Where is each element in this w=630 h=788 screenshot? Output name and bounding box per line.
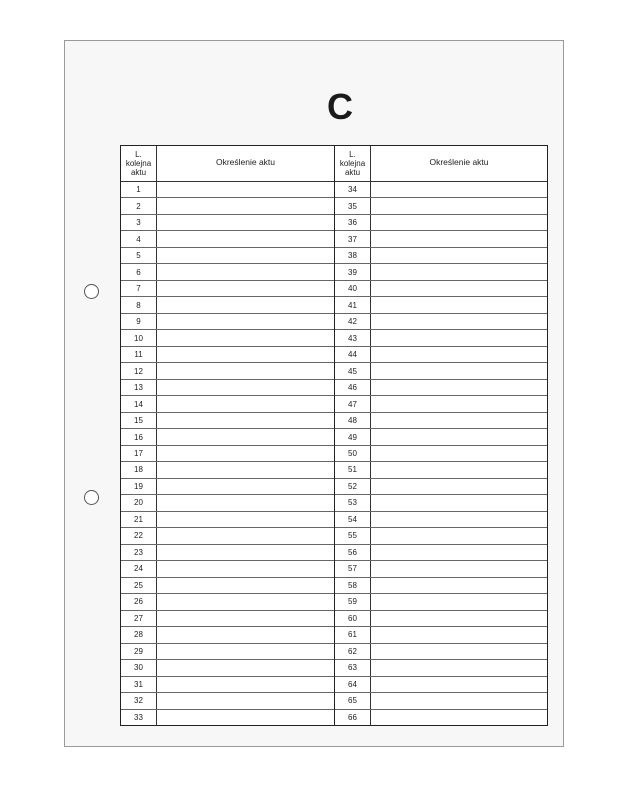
act-number: 34	[335, 182, 371, 197]
act-number: 62	[335, 644, 371, 659]
act-number: 22	[121, 528, 157, 543]
table-row	[335, 215, 547, 231]
act-number: 6	[121, 264, 157, 279]
table-rows-left	[121, 182, 334, 725]
table-row	[335, 545, 547, 561]
act-number: 45	[335, 363, 371, 378]
act-number: 28	[121, 627, 157, 642]
table-row	[121, 693, 334, 709]
act-number: 59	[335, 594, 371, 609]
act-number: 24	[121, 561, 157, 576]
act-description-field[interactable]	[371, 611, 547, 626]
act-number: 1	[121, 182, 157, 197]
act-description-field[interactable]	[157, 248, 334, 263]
act-description-field[interactable]	[371, 594, 547, 609]
act-number: 8	[121, 297, 157, 312]
act-description-field[interactable]	[371, 561, 547, 576]
act-number: 55	[335, 528, 371, 543]
table-row	[335, 314, 547, 330]
act-description-field[interactable]	[371, 413, 547, 428]
act-number: 65	[335, 693, 371, 708]
act-number: 50	[335, 446, 371, 461]
table-right-half	[335, 146, 547, 725]
act-description-field[interactable]	[371, 627, 547, 642]
table-row	[121, 380, 334, 396]
table-row	[121, 660, 334, 676]
act-description-field[interactable]	[157, 528, 334, 543]
act-number: 44	[335, 347, 371, 362]
act-description-field[interactable]	[371, 479, 547, 494]
act-number: 23	[121, 545, 157, 560]
act-description-field[interactable]	[157, 314, 334, 329]
act-description-field[interactable]	[157, 281, 334, 296]
number-header-line: L.	[135, 150, 142, 159]
table-row	[121, 611, 334, 627]
act-number: 2	[121, 198, 157, 213]
table-row	[121, 446, 334, 462]
table-header	[121, 146, 334, 182]
act-number: 60	[335, 611, 371, 626]
act-description-field[interactable]	[157, 363, 334, 378]
table-row	[121, 578, 334, 594]
act-number: 33	[121, 710, 157, 725]
act-number: 63	[335, 660, 371, 675]
act-description-field[interactable]	[157, 330, 334, 345]
act-number: 11	[121, 347, 157, 362]
act-description-field[interactable]	[157, 479, 334, 494]
table-row	[121, 347, 334, 363]
table-row	[335, 281, 547, 297]
act-number: 36	[335, 215, 371, 230]
act-number: 32	[121, 693, 157, 708]
act-description-field[interactable]	[157, 561, 334, 576]
act-number: 17	[121, 446, 157, 461]
table-row	[335, 677, 547, 693]
act-number: 27	[121, 611, 157, 626]
table-row	[121, 248, 334, 264]
table-row	[121, 677, 334, 693]
table-row	[121, 297, 334, 313]
number-header-line: L.	[349, 150, 356, 159]
act-description-field[interactable]	[371, 314, 547, 329]
table-row	[335, 347, 547, 363]
table-row	[121, 429, 334, 445]
act-number: 46	[335, 380, 371, 395]
table-row	[121, 182, 334, 198]
act-description-field[interactable]	[371, 644, 547, 659]
table-row	[335, 396, 547, 412]
table-row	[335, 693, 547, 709]
act-description-field[interactable]	[371, 347, 547, 362]
act-number: 13	[121, 380, 157, 395]
act-description-field[interactable]	[157, 578, 334, 593]
act-description-field[interactable]	[157, 710, 334, 725]
table-row	[121, 330, 334, 346]
table-row	[121, 495, 334, 511]
act-description-field[interactable]	[157, 512, 334, 527]
act-number: 29	[121, 644, 157, 659]
act-number: 52	[335, 479, 371, 494]
punch-hole	[84, 490, 99, 505]
act-description-field[interactable]	[371, 512, 547, 527]
act-description-field[interactable]	[371, 231, 547, 246]
act-number: 53	[335, 495, 371, 510]
table-row	[121, 413, 334, 429]
table-row	[335, 462, 547, 478]
act-description-field[interactable]	[371, 545, 547, 560]
act-number: 31	[121, 677, 157, 692]
act-number: 41	[335, 297, 371, 312]
table-row	[121, 644, 334, 660]
table-row	[335, 528, 547, 544]
act-description-field[interactable]	[157, 347, 334, 362]
act-description-field[interactable]	[157, 297, 334, 312]
table-row	[335, 710, 547, 725]
table-row	[335, 413, 547, 429]
act-number: 15	[121, 413, 157, 428]
act-description-field[interactable]	[157, 413, 334, 428]
act-description-field[interactable]	[157, 693, 334, 708]
table-row	[121, 396, 334, 412]
act-description-field[interactable]	[371, 182, 547, 197]
table-row	[335, 479, 547, 495]
number-column-header	[121, 146, 157, 181]
table-row	[335, 231, 547, 247]
act-description-field[interactable]	[371, 363, 547, 378]
act-description-field[interactable]	[157, 644, 334, 659]
act-number: 5	[121, 248, 157, 263]
table-row	[335, 330, 547, 346]
act-description-field[interactable]	[157, 594, 334, 609]
table-row	[121, 314, 334, 330]
act-number: 12	[121, 363, 157, 378]
table-row	[121, 594, 334, 610]
table-row	[335, 264, 547, 280]
act-number: 49	[335, 429, 371, 444]
act-description-field[interactable]	[371, 660, 547, 675]
act-number: 39	[335, 264, 371, 279]
act-number: 40	[335, 281, 371, 296]
act-description-field[interactable]	[157, 215, 334, 230]
act-number: 4	[121, 231, 157, 246]
act-number: 7	[121, 281, 157, 296]
table-row	[121, 215, 334, 231]
table-row	[121, 231, 334, 247]
table-row	[121, 198, 334, 214]
table-row	[121, 561, 334, 577]
act-number: 26	[121, 594, 157, 609]
act-number: 37	[335, 231, 371, 246]
description-column-header: Określenie aktu	[215, 157, 276, 167]
table-row	[335, 380, 547, 396]
act-description-field[interactable]	[371, 215, 547, 230]
act-description-field[interactable]	[157, 182, 334, 197]
table-row	[335, 182, 547, 198]
act-number: 35	[335, 198, 371, 213]
table-row	[335, 627, 547, 643]
act-description-field[interactable]	[157, 264, 334, 279]
table-left-half	[121, 146, 335, 725]
act-number: 38	[335, 248, 371, 263]
table-rows-right	[335, 182, 547, 725]
act-description-field[interactable]	[371, 281, 547, 296]
act-number: 20	[121, 495, 157, 510]
act-number: 30	[121, 660, 157, 675]
act-description-field[interactable]	[157, 462, 334, 477]
act-description-field[interactable]	[371, 495, 547, 510]
act-number: 42	[335, 314, 371, 329]
act-number: 18	[121, 462, 157, 477]
table-row	[335, 644, 547, 660]
table-row	[335, 561, 547, 577]
number-header-line: kolejna	[125, 159, 152, 168]
act-number: 56	[335, 545, 371, 560]
act-number: 3	[121, 215, 157, 230]
act-description-field[interactable]	[371, 693, 547, 708]
number-header-line: aktu	[344, 168, 361, 177]
act-number: 21	[121, 512, 157, 527]
act-number: 48	[335, 413, 371, 428]
act-description-field[interactable]	[371, 248, 547, 263]
act-description-field[interactable]	[157, 495, 334, 510]
table-row	[335, 495, 547, 511]
table-row	[335, 297, 547, 313]
table-row	[335, 512, 547, 528]
act-description-field[interactable]	[371, 297, 547, 312]
act-number: 14	[121, 396, 157, 411]
punch-hole	[84, 284, 99, 299]
table-row	[121, 281, 334, 297]
table-row	[121, 479, 334, 495]
act-number: 9	[121, 314, 157, 329]
act-description-field[interactable]	[371, 264, 547, 279]
act-number: 10	[121, 330, 157, 345]
table-row	[121, 512, 334, 528]
act-number: 61	[335, 627, 371, 642]
act-number: 54	[335, 512, 371, 527]
table-row	[121, 462, 334, 478]
table-row	[335, 248, 547, 264]
act-description-field[interactable]	[157, 545, 334, 560]
act-description-field[interactable]	[371, 380, 547, 395]
table-row	[121, 528, 334, 544]
table-row	[335, 578, 547, 594]
act-number: 64	[335, 677, 371, 692]
act-description-field[interactable]	[157, 611, 334, 626]
act-description-field[interactable]	[157, 198, 334, 213]
table-header	[335, 146, 547, 182]
table-row	[121, 710, 334, 725]
act-number: 47	[335, 396, 371, 411]
table-row	[335, 429, 547, 445]
act-description-field[interactable]	[157, 627, 334, 642]
act-description-field[interactable]	[371, 462, 547, 477]
table-row	[335, 594, 547, 610]
act-number: 57	[335, 561, 371, 576]
act-description-field[interactable]	[371, 429, 547, 444]
act-description-field[interactable]	[157, 396, 334, 411]
act-description-field[interactable]	[371, 677, 547, 692]
act-number: 19	[121, 479, 157, 494]
table-row	[335, 198, 547, 214]
table-row	[335, 611, 547, 627]
table-row	[335, 363, 547, 379]
table-row	[335, 660, 547, 676]
act-number: 16	[121, 429, 157, 444]
act-description-field[interactable]	[371, 710, 547, 725]
act-number: 66	[335, 710, 371, 725]
act-number: 43	[335, 330, 371, 345]
act-description-field[interactable]	[157, 677, 334, 692]
number-header-line: aktu	[130, 168, 147, 177]
register-letter: C	[327, 86, 353, 127]
description-column-header: Określenie aktu	[429, 157, 489, 167]
table-row	[121, 363, 334, 379]
act-description-field[interactable]	[371, 198, 547, 213]
register-table	[120, 145, 548, 726]
table-row	[335, 446, 547, 462]
act-description-field[interactable]	[157, 429, 334, 444]
act-description-field[interactable]	[157, 231, 334, 246]
number-column-header	[335, 146, 371, 181]
act-number: 58	[335, 578, 371, 593]
act-number: 25	[121, 578, 157, 593]
act-description-field[interactable]	[157, 660, 334, 675]
table-row	[121, 545, 334, 561]
act-description-field[interactable]	[371, 528, 547, 543]
act-description-field[interactable]	[371, 578, 547, 593]
act-description-field[interactable]	[157, 380, 334, 395]
act-description-field[interactable]	[371, 396, 547, 411]
act-description-field[interactable]	[371, 330, 547, 345]
act-description-field[interactable]	[157, 446, 334, 461]
table-row	[121, 264, 334, 280]
act-number: 51	[335, 462, 371, 477]
table-row	[121, 627, 334, 643]
number-header-line: kolejna	[339, 159, 366, 168]
act-description-field[interactable]	[371, 446, 547, 461]
